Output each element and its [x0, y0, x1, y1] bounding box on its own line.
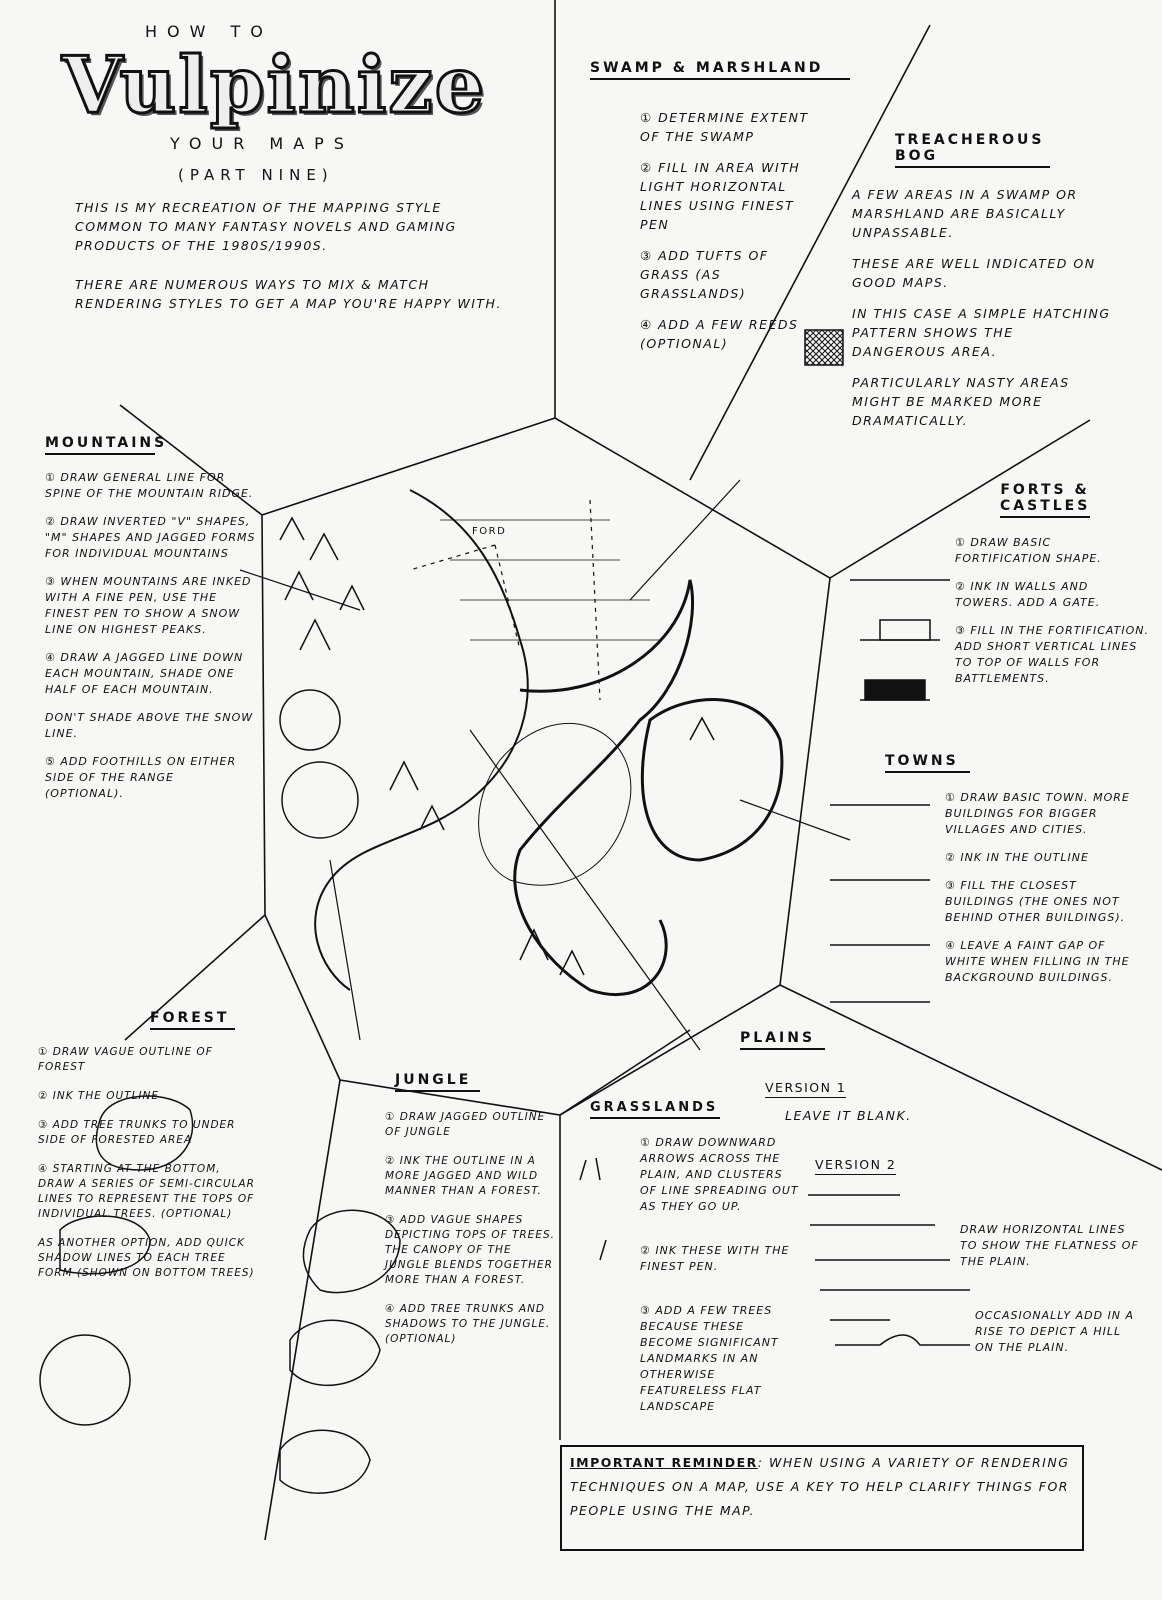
towns-step-1: ① DRAW BASIC TOWN. MORE BUILDINGS FOR BIGGER VILLAGES AND CITIES. — [945, 791, 1130, 836]
title-main: Vulpinize — [62, 40, 487, 131]
bog-text-1: A FEW AREAS IN A SWAMP OR MARSHLAND ARE BASICALLY UNPASSABLE. — [852, 187, 1078, 240]
forest-step-2: ② INK THE OUTLINE — [38, 1090, 160, 1102]
towns-step-3: ③ FILL THE CLOSEST BUILDINGS (THE ONES NOT BEHIND OTHER BUILDINGS). — [945, 879, 1126, 924]
title-part: (PART NINE) — [178, 166, 334, 184]
forts-heading: FORTS & CASTLES — [1000, 482, 1090, 518]
reminder-text: : WHEN USING A VARIETY OF RENDERING TECHNIQUES ON A MAP, USE A KEY TO HELP CLARIFY THINGS FOR PEOPLE USING THE MAP. — [570, 1455, 1070, 1518]
mountains-step-3: ③ WHEN MOUNTAINS ARE INKED WITH A FINE PEN, USE THE FINEST PEN TO SHOW A SNOW LINE ON HIGHEST PEAKS. — [45, 575, 252, 636]
map-ford-label: FORD — [472, 526, 507, 537]
grasslands-step-2: ② INK THESE WITH THE FINEST PEN. — [640, 1244, 790, 1273]
mountains-step-1: ① DRAW GENERAL LINE FOR SPINE OF THE MOUNTAIN RIDGE. — [45, 471, 254, 500]
plains-version-1: VERSION 1 — [765, 1078, 846, 1098]
mountains-heading: MOUNTAINS — [45, 435, 155, 455]
mountains-note: DON'T SHADE ABOVE THE SNOW LINE. — [45, 711, 254, 740]
swamp-step-4: ④ ADD A FEW REEDS (OPTIONAL) — [640, 317, 799, 351]
jungle-step-1: ① DRAW JAGGED OUTLINE OF JUNGLE — [385, 1111, 546, 1138]
fantasy-map — [240, 480, 850, 1050]
towns-heading: TOWNS — [885, 753, 970, 773]
plains-version-1-text: LEAVE IT BLANK. — [785, 1108, 912, 1123]
reminder-label: IMPORTANT REMINDER — [570, 1455, 758, 1470]
mountains-step-4: ④ DRAW A JAGGED LINE DOWN EACH MOUNTAIN, SHADE ONE HALF OF EACH MOUNTAIN. — [45, 651, 244, 696]
intro-paragraph-1: THIS IS MY RECREATION OF THE MAPPING STYLE COMMON TO MANY FANTASY NOVELS AND GAMING PRODUCTS OF THE 1980S/1990S. — [75, 200, 457, 253]
title-prefix: HOW TO — [145, 22, 273, 41]
forest-heading: FOREST — [150, 1010, 235, 1030]
plains-heading: PLAINS — [740, 1030, 825, 1050]
grasslands-step-3: ③ ADD A FEW TREES BECAUSE THESE BECOME SIGNIFICANT LANDMARKS IN AN OTHERWISE FEATURELESS FLAT LANDSCAPE — [640, 1304, 779, 1413]
bog-heading: TREACHEROUS BOG — [895, 132, 1050, 168]
swamp-step-3: ③ ADD TUFTS OF GRASS (AS GRASSLANDS) — [640, 248, 769, 301]
mountains-step-5: ⑤ ADD FOOTHILLS ON EITHER SIDE OF THE RANGE (OPTIONAL). — [45, 755, 237, 800]
intro-paragraph-2: THERE ARE NUMEROUS WAYS TO MIX & MATCH RENDERING STYLES TO GET A MAP YOU'RE HAPPY WITH. — [75, 277, 502, 311]
bog-text-2: THESE ARE WELL INDICATED ON GOOD MAPS. — [852, 256, 1096, 290]
mountains-step-2: ② DRAW INVERTED "V" SHAPES, "M" SHAPES AND JAGGED FORMS FOR INDIVIDUAL MOUNTAINS — [45, 515, 256, 560]
towns-step-2: ② INK IN THE OUTLINE — [945, 851, 1089, 864]
swamp-step-2: ② FILL IN AREA WITH LIGHT HORIZONTAL LINES USING FINEST PEN — [640, 160, 801, 232]
bog-text-4: PARTICULARLY NASTY AREAS MIGHT BE MARKED MORE DRAMATICALLY. — [852, 375, 1070, 428]
grasslands-heading: GRASSLANDS — [590, 1100, 720, 1119]
forts-step-3: ③ FILL IN THE FORTIFICATION. ADD SHORT VERTICAL LINES TO TOP OF WALLS FOR BATTLEMENTS. — [955, 624, 1150, 685]
forest-note: AS ANOTHER OPTION, ADD QUICK SHADOW LINES TO EACH TREE FORM (SHOWN ON BOTTOM TREES) — [38, 1237, 255, 1279]
jungle-step-2: ② INK THE OUTLINE IN A MORE JAGGED AND WILD MANNER THAN A FOREST. — [385, 1155, 542, 1197]
forts-step-2: ② INK IN WALLS AND TOWERS. ADD A GATE. — [955, 580, 1101, 609]
title-suffix: YOUR MAPS — [170, 134, 354, 153]
bog-text-3: IN THIS CASE A SIMPLE HATCHING PATTERN SHOWS THE DANGEROUS AREA. — [852, 306, 1111, 359]
plains-hill-text: OCCASIONALLY ADD IN A RISE TO DEPICT A HILL ON THE PLAIN. — [975, 1309, 1135, 1354]
forest-step-3: ③ ADD TREE TRUNKS TO UNDER SIDE OF FORESTED AREA — [38, 1119, 236, 1146]
jungle-step-3: ③ ADD VAGUE SHAPES DEPICTING TOPS OF TREES. THE CANOPY OF THE JUNGLE BLENDS TOGETHER MORE THAN A FOREST. — [385, 1214, 555, 1286]
towns-step-4: ④ LEAVE A FAINT GAP OF WHITE WHEN FILLING IN THE BACKGROUND BUILDINGS. — [945, 939, 1130, 984]
forest-step-1: ① DRAW VAGUE OUTLINE OF FOREST — [38, 1046, 213, 1073]
grasslands-step-1: ① DRAW DOWNWARD ARROWS ACROSS THE PLAIN, AND CLUSTERS OF LINE SPREADING OUT AS THEY GO UP. — [640, 1136, 799, 1213]
important-reminder-box — [560, 1445, 1084, 1551]
plains-version-2-text: DRAW HORIZONTAL LINES TO SHOW THE FLATNESS OF THE PLAIN. — [960, 1223, 1139, 1268]
forts-step-1: ① DRAW BASIC FORTIFICATION SHAPE. — [955, 536, 1102, 565]
forest-step-4: ④ STARTING AT THE BOTTOM, DRAW A SERIES OF SEMI-CIRCULAR LINES TO REPRESENT THE TOPS OF INDIVIDUAL TREES. (OPTIONAL) — [38, 1163, 255, 1220]
swamp-heading: SWAMP & MARSHLAND — [590, 60, 850, 80]
plains-version-2: VERSION 2 — [815, 1155, 896, 1175]
jungle-step-4: ④ ADD TREE TRUNKS AND SHADOWS TO THE JUNGLE. (OPTIONAL) — [385, 1303, 551, 1345]
swamp-step-1: ① DETERMINE EXTENT OF THE SWAMP — [640, 110, 809, 144]
jungle-heading: JUNGLE — [395, 1072, 480, 1092]
